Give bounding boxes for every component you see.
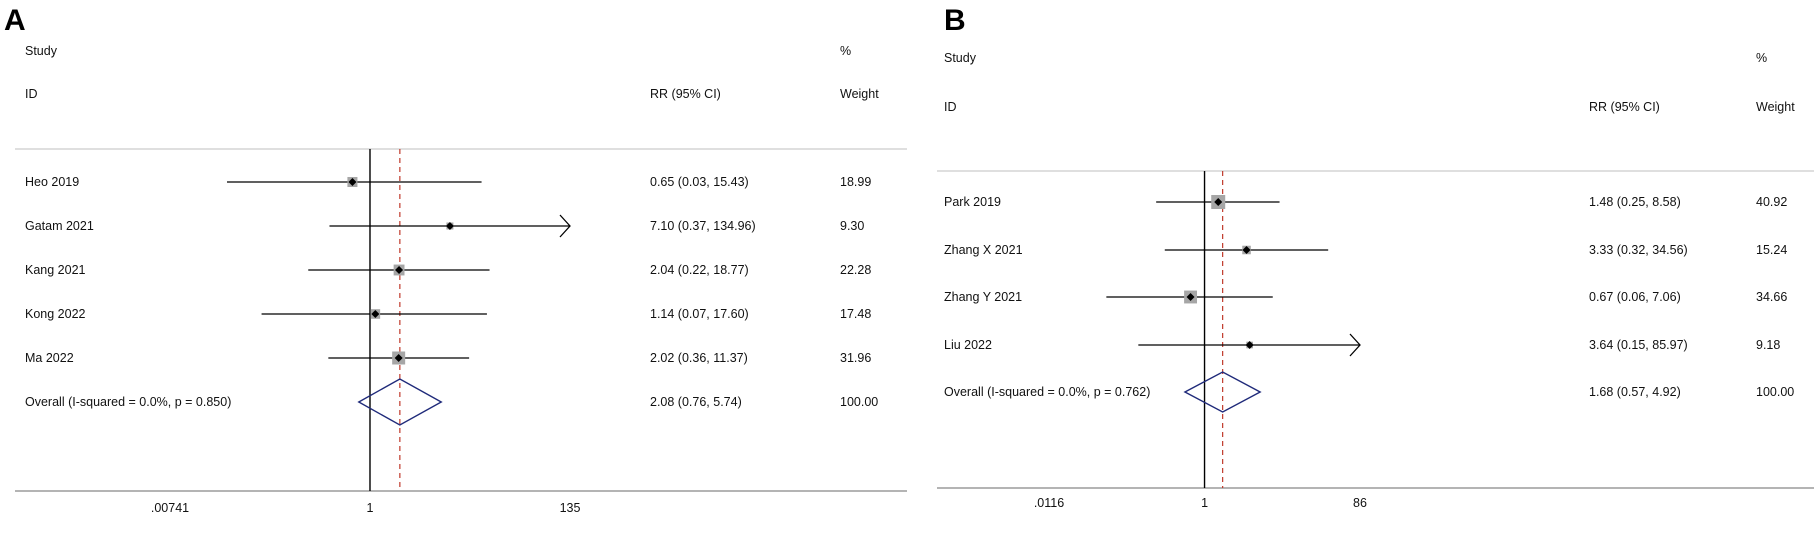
effect-label: 2.04 (0.22, 18.77) <box>650 263 749 277</box>
header-id: ID <box>25 87 38 101</box>
x-tick-label: 1 <box>1201 496 1209 510</box>
overall-effect-label: 2.08 (0.76, 5.74) <box>650 395 742 409</box>
x-tick-label: .00741 <box>150 501 190 515</box>
overall-weight-label: 100.00 <box>840 395 879 409</box>
study-label: Ma 2022 <box>25 351 74 365</box>
effect-label: 7.10 (0.37, 134.96) <box>650 219 756 233</box>
effect-label: 0.65 (0.03, 15.43) <box>650 175 749 189</box>
weight-label: 18.99 <box>840 175 872 189</box>
plot-area-a <box>25 149 878 515</box>
weight-label: 9.30 <box>840 219 865 233</box>
study-label: Liu 2022 <box>944 338 992 352</box>
overall-label: Overall (I-squared = 0.0%, p = 0.850) <box>25 395 232 409</box>
panel-label-b: B <box>944 4 966 37</box>
header-effect: RR (95% CI) <box>1589 100 1660 114</box>
panel-label-a: A <box>4 4 26 37</box>
weight-label: 31.96 <box>840 351 872 365</box>
weight-label: 34.66 <box>1756 290 1788 304</box>
weight-label: 22.28 <box>840 263 872 277</box>
weight-label: 15.24 <box>1756 243 1788 257</box>
weight-label: 17.48 <box>840 307 872 321</box>
effect-label: 3.64 (0.15, 85.97) <box>1589 338 1688 352</box>
plot-area-b <box>944 171 1794 510</box>
effect-label: 1.14 (0.07, 17.60) <box>650 307 749 321</box>
x-tick-label: .0116 <box>1033 496 1065 510</box>
x-tick-label: 1 <box>366 501 374 515</box>
weight-label: 40.92 <box>1756 195 1788 209</box>
header-percent: % <box>840 44 852 58</box>
study-label: Park 2019 <box>944 195 1001 209</box>
effect-label: 3.33 (0.32, 34.56) <box>1589 243 1688 257</box>
overall-weight-label: 100.00 <box>1756 385 1795 399</box>
header-id: ID <box>944 100 957 114</box>
header-study: Study <box>944 51 976 65</box>
study-label: Kang 2021 <box>25 263 86 277</box>
x-tick-label: 86 <box>1353 496 1367 510</box>
weight-label: 9.18 <box>1756 338 1781 352</box>
effect-label: 2.02 (0.36, 11.37) <box>650 351 748 365</box>
study-label: Gatam 2021 <box>25 219 94 233</box>
forest-plot-b <box>907 0 1814 540</box>
header-study: Study <box>25 44 57 58</box>
header-effect: RR (95% CI) <box>650 87 721 101</box>
study-label: Heo 2019 <box>25 175 80 189</box>
study-label: Zhang Y 2021 <box>944 290 1023 304</box>
study-label: Zhang X 2021 <box>944 243 1023 257</box>
overall-label: Overall (I-squared = 0.0%, p = 0.762) <box>944 385 1151 399</box>
x-tick-label: 135 <box>559 501 581 515</box>
effect-label: 1.48 (0.25, 8.58) <box>1589 195 1681 209</box>
header-percent: % <box>1756 51 1768 65</box>
effect-label: 0.67 (0.06, 7.06) <box>1589 290 1681 304</box>
header-weight: Weight <box>1756 100 1795 114</box>
study-label: Kong 2022 <box>25 307 86 321</box>
header-weight: Weight <box>840 87 879 101</box>
overall-effect-label: 1.68 (0.57, 4.92) <box>1589 385 1681 399</box>
